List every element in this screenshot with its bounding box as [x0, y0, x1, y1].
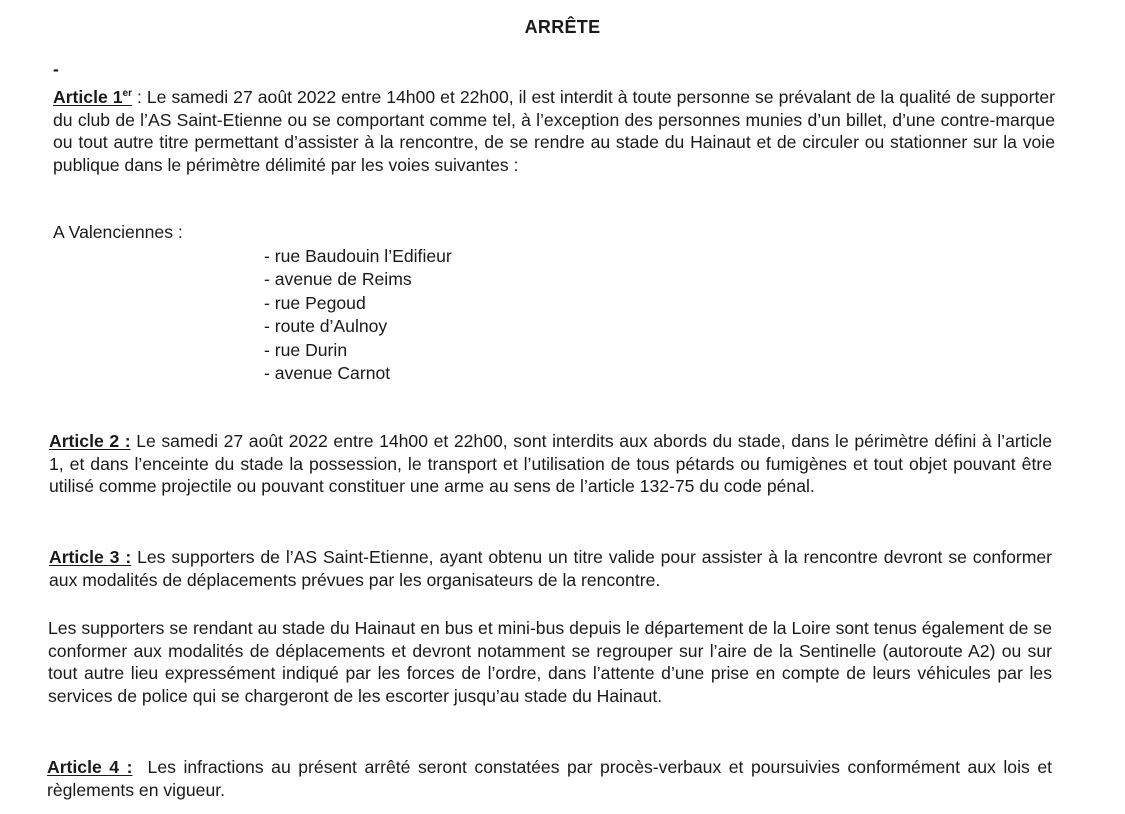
list-item: - avenue Carnot: [264, 362, 391, 383]
article-2: [49, 430, 1052, 498]
article-4-label: Article 4 :: [47, 757, 133, 777]
article-3-paragraph-2: Les supporters se rendant au stade du Hainaut en bus et mini-bus depuis le département de la Loire sont tenus également de se conformer aux modalités de déplacements et devront notamment se regrouper sur l’aire de la Sentinelle (autoroute A2) ou sur tout autre lieu expressément indiqué par les forces de l’ordre, dans l’attente d’une prise en compte de leurs véhicules par les services de police qui se chargeront de les escorter jusqu’au stade du Hainaut.: [48, 618, 1052, 706]
article-3: [49, 546, 1052, 591]
list-item: - rue Pegoud: [264, 292, 366, 313]
article-1-separator: :: [132, 87, 147, 107]
list-item: - rue Baudouin l’Edifieur: [264, 246, 452, 266]
article-4: [47, 756, 1052, 801]
dash-mark: -: [53, 59, 59, 79]
list-item: - rue Durin: [264, 339, 348, 360]
article-1: [53, 86, 1055, 176]
article-1-label-sup: er: [122, 88, 132, 99]
city-label: A Valenciennes :: [53, 222, 183, 242]
article-1-label: Article 1er: [53, 87, 132, 107]
article-2-text: Le samedi 27 août 2022 entre 14h00 et 22h00, sont interdits aux abords du stade, dans le périmètre défini à l’article 1, et dans l’enceinte du stade la possession, le transport et l’utilisation de tous pétards ou fumigènes et tout objet pouvant être utilisé comme projectile ou pouvant constituer une arme au sens de l’article 132-75 du code pénal.: [49, 431, 1052, 496]
list-item: - route d’Aulnoy: [264, 316, 388, 337]
article-1-text: Le samedi 27 août 2022 entre 14h00 et 22h00, il est interdit à toute personne se prévalant de la qualité de supporter du club de l’AS Saint-Etienne ou se comportant comme tel, à l’exception des personnes munies d’un billet, d’une contre-marque ou tout autre titre permettant d’assister à la rencontre, de se rendre au stade du Hainaut et de circuler ou stationner sur la voie publique dans le périmètre délimité par les voies suivantes :: [53, 87, 1055, 175]
article-3-label: Article 3 :: [49, 547, 132, 567]
document-title: ARRÊTE: [524, 17, 601, 37]
article-4-text: Les infractions au présent arrêté seront constatées par procès-verbaux et poursuivies conformément aux lois et règlements en vigueur.: [47, 757, 1052, 800]
list-item: - avenue de Reims: [264, 269, 412, 290]
article-2-label: Article 2 :: [49, 431, 131, 451]
article-3-text: Les supporters de l’AS Saint-Etienne, ayant obtenu un titre valide pour assister à la rencontre devront se conformer aux modalités de déplacements prévues par les organisateurs de la rencontre.: [49, 547, 1053, 590]
street-list: [264, 245, 452, 385]
